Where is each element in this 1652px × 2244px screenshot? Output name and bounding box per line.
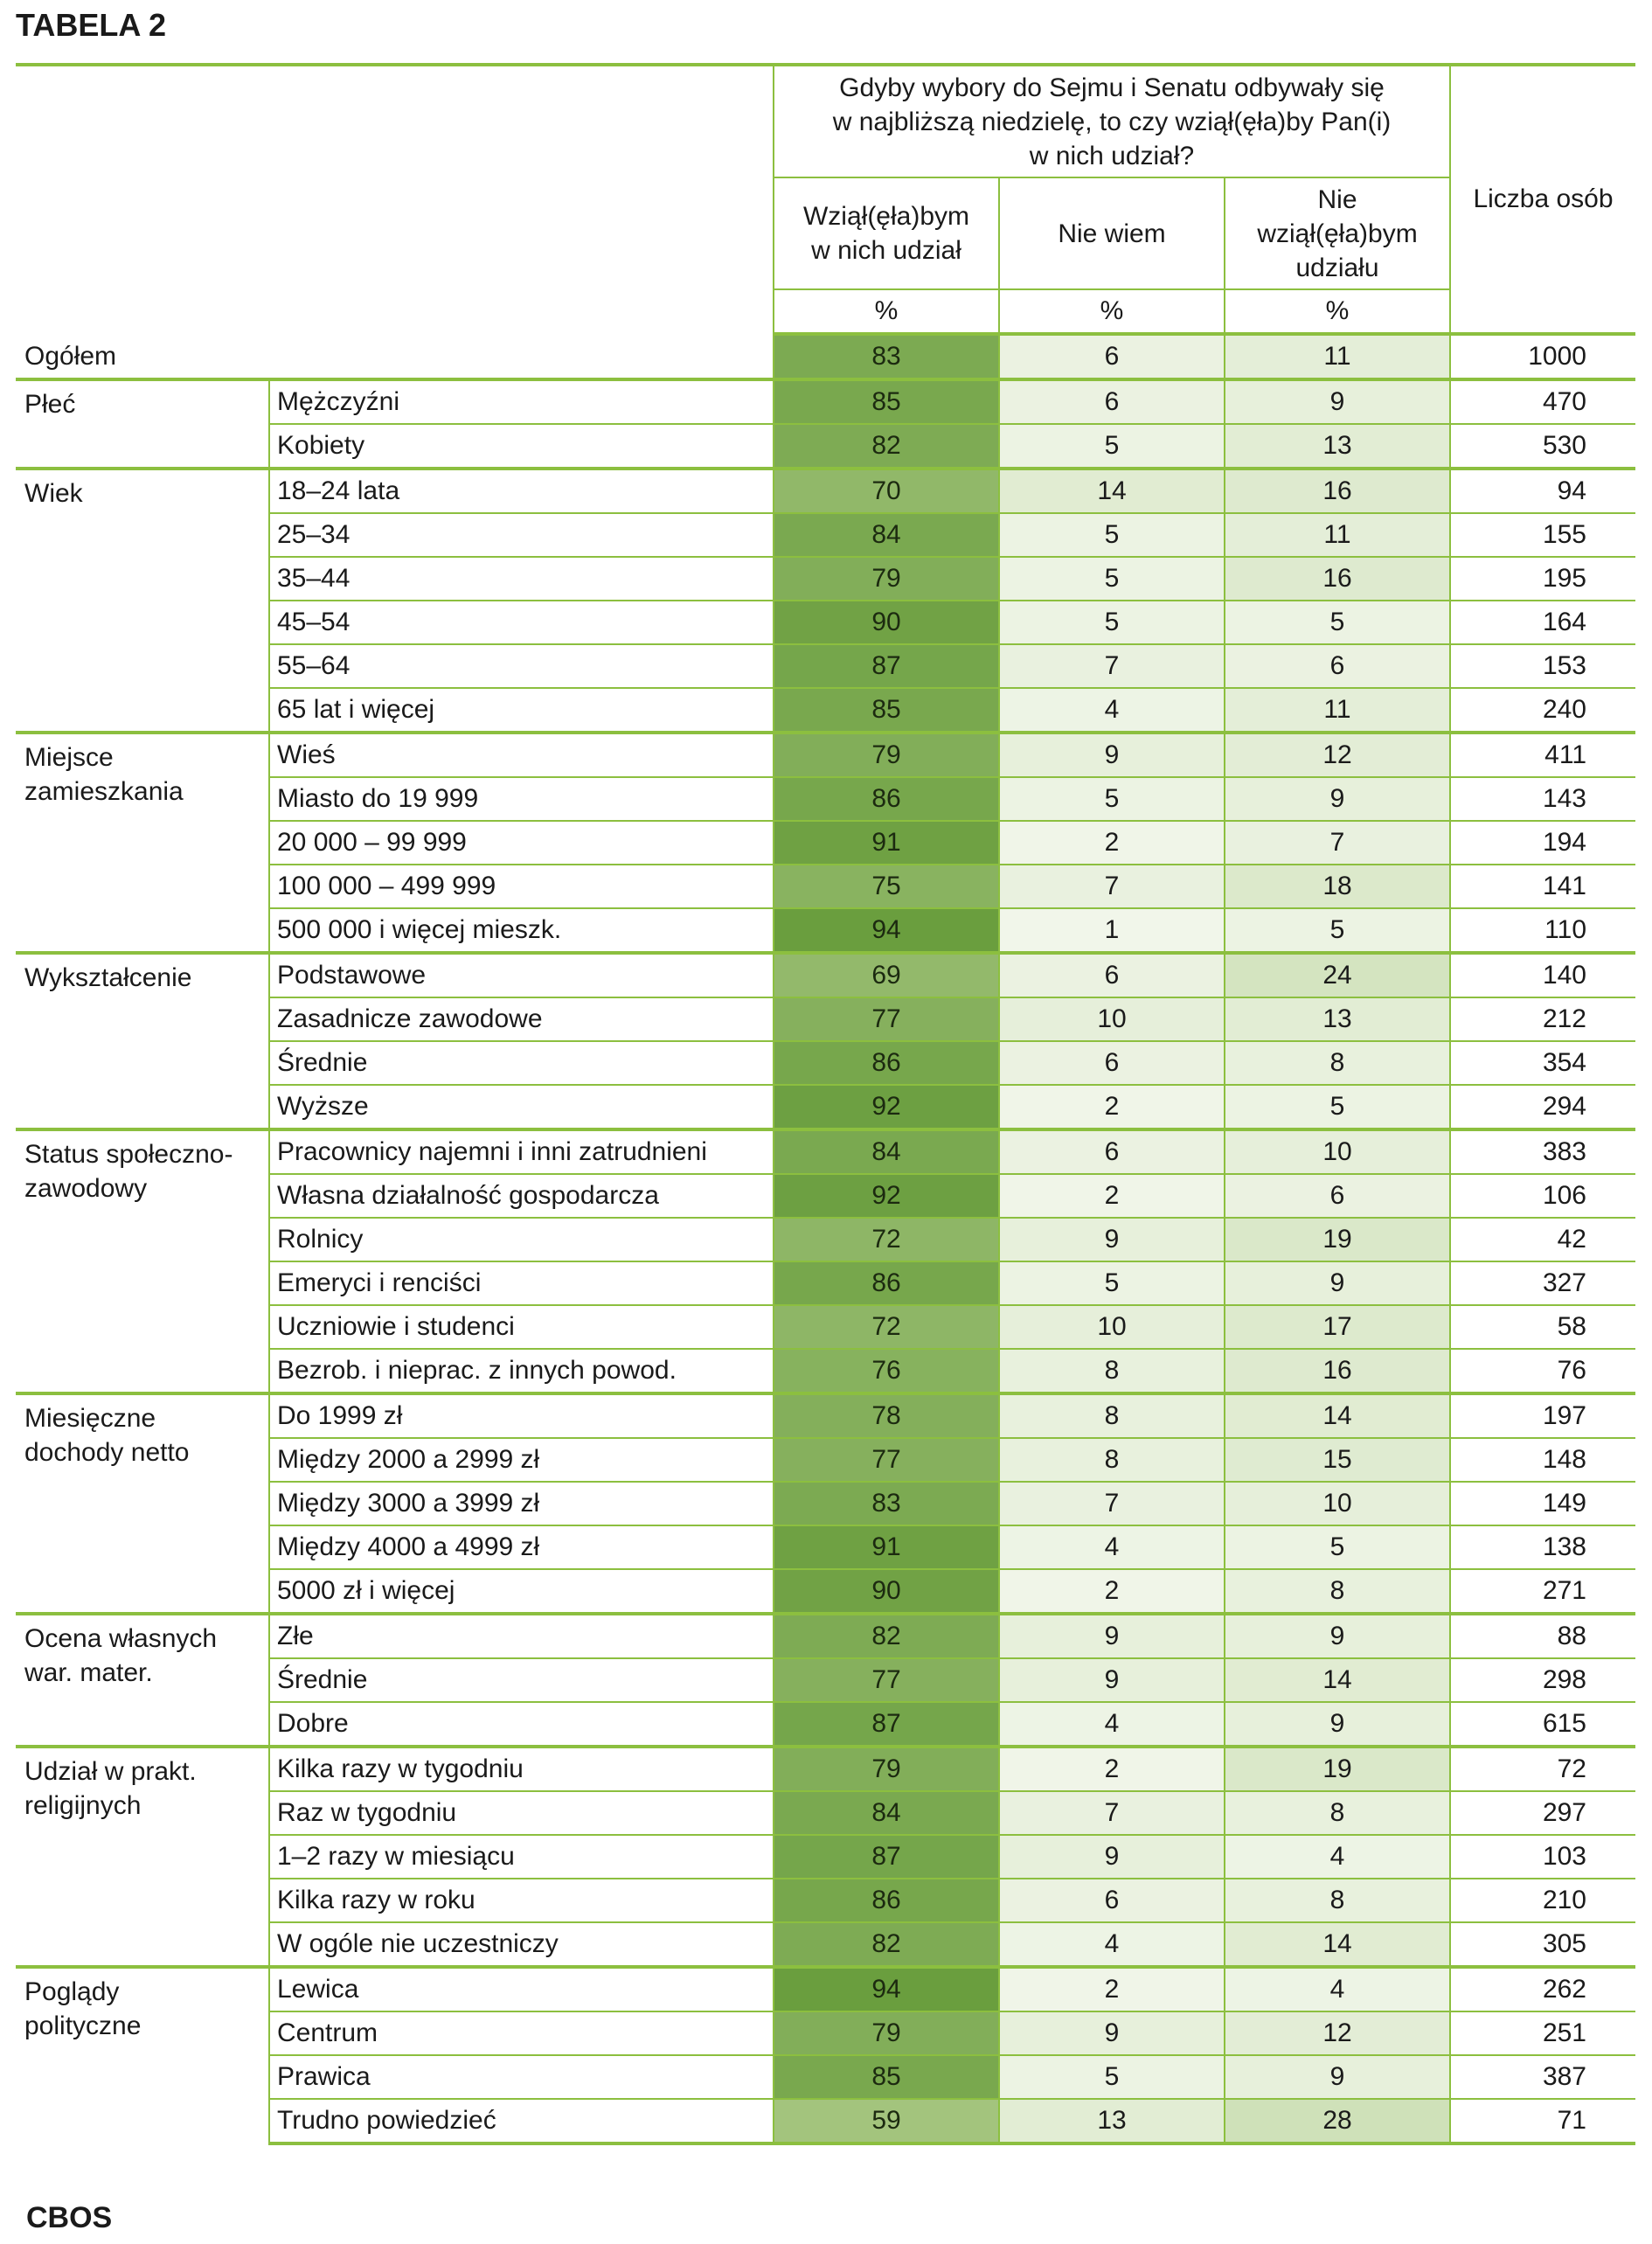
value-count: 298 [1450, 1658, 1635, 1702]
value-would-vote: 83 [774, 1482, 999, 1525]
category-label-line: polityczne [24, 2011, 142, 2040]
value-dont-know: 9 [999, 1835, 1225, 1879]
subgroup-label: 20 000 – 99 999 [269, 821, 774, 865]
subgroup-label: Wieś [269, 733, 774, 777]
unit-label: % [999, 289, 1225, 334]
subgroup-label: 100 000 – 499 999 [269, 865, 774, 908]
category-label-line: dochody netto [24, 1438, 190, 1467]
value-would-vote: 84 [774, 1129, 999, 1174]
category-label-line: Miejsce [24, 743, 114, 772]
table-row [16, 953, 1635, 997]
subgroup-label: 25–34 [269, 513, 774, 557]
value-would-not-vote: 9 [1225, 379, 1450, 424]
column-header-would-not-vote [1225, 177, 1450, 289]
subgroup-label: Kobiety [269, 424, 774, 469]
subgroup-label: 500 000 i więcej mieszk. [269, 908, 774, 953]
value-dont-know: 5 [999, 601, 1225, 644]
value-count: 1000 [1450, 334, 1635, 379]
subgroup-label: Między 4000 a 4999 zł [269, 1525, 774, 1569]
category-label-line: Miesięczne [24, 1404, 156, 1433]
value-would-not-vote: 6 [1225, 1174, 1450, 1218]
value-would-vote: 84 [774, 1791, 999, 1835]
value-count: 294 [1450, 1085, 1635, 1129]
value-would-vote: 92 [774, 1085, 999, 1129]
subgroup-label: 45–54 [269, 601, 774, 644]
value-dont-know: 9 [999, 1614, 1225, 1658]
value-dont-know: 7 [999, 865, 1225, 908]
subgroup-label: Średnie [269, 1041, 774, 1085]
value-count: 110 [1450, 908, 1635, 953]
value-would-vote: 77 [774, 997, 999, 1041]
value-would-vote: 85 [774, 2055, 999, 2099]
value-dont-know: 9 [999, 1658, 1225, 1702]
value-would-not-vote: 10 [1225, 1129, 1450, 1174]
value-would-not-vote: 16 [1225, 557, 1450, 601]
value-would-vote: 91 [774, 821, 999, 865]
value-count: 195 [1450, 557, 1635, 601]
value-count: 72 [1450, 1747, 1635, 1791]
value-dont-know: 5 [999, 1261, 1225, 1305]
value-count: 58 [1450, 1305, 1635, 1349]
value-dont-know: 2 [999, 1174, 1225, 1218]
value-would-not-vote: 10 [1225, 1482, 1450, 1525]
subgroup-label: Między 2000 a 2999 zł [269, 1438, 774, 1482]
value-would-vote: 78 [774, 1393, 999, 1438]
category-label-line: war. mater. [24, 1658, 153, 1687]
category-label [16, 1393, 269, 1614]
value-would-not-vote: 13 [1225, 997, 1450, 1041]
value-would-not-vote: 16 [1225, 469, 1450, 513]
value-would-vote: 90 [774, 1569, 999, 1614]
subgroup-label: 5000 zł i więcej [269, 1569, 774, 1614]
value-dont-know: 5 [999, 777, 1225, 821]
value-count: 103 [1450, 1835, 1635, 1879]
value-would-not-vote: 4 [1225, 1835, 1450, 1879]
table-title: TABELA 2 [16, 7, 167, 43]
value-dont-know: 2 [999, 821, 1225, 865]
category-label-line: Poglądy [24, 1977, 120, 2006]
value-dont-know: 2 [999, 1569, 1225, 1614]
question-line: Gdyby wybory do Sejmu i Senatu odbywały się [839, 73, 1385, 102]
value-dont-know: 2 [999, 1967, 1225, 2011]
value-dont-know: 4 [999, 1922, 1225, 1967]
value-dont-know: 7 [999, 1791, 1225, 1835]
value-would-not-vote: 19 [1225, 1218, 1450, 1261]
subgroup-label: Zasadnicze zawodowe [269, 997, 774, 1041]
category-label: Wykształcenie [16, 953, 269, 1129]
subgroup-label: Średnie [269, 1658, 774, 1702]
subgroup-label: 1–2 razy w miesiącu [269, 1835, 774, 1879]
subgroup-label: Raz w tygodniu [269, 1791, 774, 1835]
value-count: 387 [1450, 2055, 1635, 2099]
value-count: 297 [1450, 1791, 1635, 1835]
value-would-vote: 72 [774, 1305, 999, 1349]
value-dont-know: 9 [999, 2011, 1225, 2055]
value-would-vote: 94 [774, 1967, 999, 2011]
category-label [16, 733, 269, 953]
value-would-not-vote: 17 [1225, 1305, 1450, 1349]
value-would-vote: 86 [774, 777, 999, 821]
value-would-not-vote: 9 [1225, 1702, 1450, 1747]
category-label-line: zamieszkania [24, 777, 184, 806]
value-dont-know: 2 [999, 1085, 1225, 1129]
value-would-vote: 86 [774, 1261, 999, 1305]
value-would-vote: 77 [774, 1658, 999, 1702]
value-would-vote: 79 [774, 733, 999, 777]
subgroup-label: Miasto do 19 999 [269, 777, 774, 821]
subgroup-label: Prawica [269, 2055, 774, 2099]
subgroup-label: Do 1999 zł [269, 1393, 774, 1438]
value-count: 327 [1450, 1261, 1635, 1305]
subgroup-label: Mężczyźni [269, 379, 774, 424]
value-dont-know: 5 [999, 557, 1225, 601]
value-would-vote: 82 [774, 1614, 999, 1658]
subgroup-label: Kilka razy w roku [269, 1879, 774, 1922]
question-line: w najbliższą niedzielę, to czy wziął(ęła)by Pan(i) [832, 107, 1392, 136]
subgroup-label: Wyższe [269, 1085, 774, 1129]
value-would-not-vote: 11 [1225, 513, 1450, 557]
value-would-vote: 77 [774, 1438, 999, 1482]
value-count: 212 [1450, 997, 1635, 1041]
value-would-vote: 59 [774, 2099, 999, 2143]
subgroup-label: Pracownicy najemni i inni zatrudnieni [269, 1129, 774, 1174]
value-would-not-vote: 14 [1225, 1393, 1450, 1438]
column-header-line: w nich udział [811, 236, 961, 265]
subgroup-label: 18–24 lata [269, 469, 774, 513]
subgroup-label: Trudno powiedzieć [269, 2099, 774, 2143]
value-count: 530 [1450, 424, 1635, 469]
subgroup-label: Złe [269, 1614, 774, 1658]
value-would-not-vote: 13 [1225, 424, 1450, 469]
subgroup-label: 55–64 [269, 644, 774, 688]
unit-label: % [1225, 289, 1450, 334]
value-dont-know: 4 [999, 1525, 1225, 1569]
value-count: 140 [1450, 953, 1635, 997]
value-would-vote: 94 [774, 908, 999, 953]
value-dont-know: 7 [999, 644, 1225, 688]
value-would-not-vote: 18 [1225, 865, 1450, 908]
value-count: 143 [1450, 777, 1635, 821]
subgroup-label: Bezrob. i nieprac. z innych powod. [269, 1349, 774, 1393]
value-dont-know: 6 [999, 334, 1225, 379]
value-would-vote: 75 [774, 865, 999, 908]
value-count: 383 [1450, 1129, 1635, 1174]
category-label-line: Status społeczno- [24, 1140, 233, 1169]
value-would-not-vote: 6 [1225, 644, 1450, 688]
value-dont-know: 9 [999, 733, 1225, 777]
value-would-not-vote: 14 [1225, 1922, 1450, 1967]
value-dont-know: 1 [999, 908, 1225, 953]
value-count: 76 [1450, 1349, 1635, 1393]
column-header-line: wziął(ęła)bym [1257, 219, 1418, 248]
category-label-line: religijnych [24, 1791, 142, 1820]
value-would-vote: 69 [774, 953, 999, 997]
value-would-vote: 87 [774, 1702, 999, 1747]
value-would-vote: 84 [774, 513, 999, 557]
table-row [16, 733, 1635, 777]
header-blank [16, 65, 774, 334]
category-label [16, 1967, 269, 2143]
value-would-vote: 87 [774, 1835, 999, 1879]
category-label-line: Udział w prakt. [24, 1757, 197, 1786]
table-row [16, 334, 1635, 379]
value-count: 271 [1450, 1569, 1635, 1614]
value-would-vote: 87 [774, 644, 999, 688]
value-dont-know: 2 [999, 1747, 1225, 1791]
unit-label: % [774, 289, 999, 334]
value-would-not-vote: 9 [1225, 1614, 1450, 1658]
value-would-vote: 83 [774, 334, 999, 379]
value-would-vote: 70 [774, 469, 999, 513]
value-dont-know: 5 [999, 2055, 1225, 2099]
value-would-not-vote: 7 [1225, 821, 1450, 865]
value-would-not-vote: 24 [1225, 953, 1450, 997]
value-count: 155 [1450, 513, 1635, 557]
value-count: 148 [1450, 1438, 1635, 1482]
subgroup-label: Podstawowe [269, 953, 774, 997]
subgroup-label: 65 lat i więcej [269, 688, 774, 733]
subgroup-label: Centrum [269, 2011, 774, 2055]
value-would-not-vote: 28 [1225, 2099, 1450, 2143]
value-count: 210 [1450, 1879, 1635, 1922]
value-would-vote: 86 [774, 1041, 999, 1085]
source-label: CBOS [26, 2201, 113, 2234]
column-header-dont-know [999, 177, 1225, 289]
value-count: 138 [1450, 1525, 1635, 1569]
column-header-line: udziału [1295, 253, 1379, 282]
subgroup-label: Rolnicy [269, 1218, 774, 1261]
value-would-not-vote: 5 [1225, 1525, 1450, 1569]
table-row [16, 1614, 1635, 1658]
value-would-not-vote: 12 [1225, 2011, 1450, 2055]
value-dont-know: 4 [999, 688, 1225, 733]
value-dont-know: 5 [999, 513, 1225, 557]
value-dont-know: 8 [999, 1349, 1225, 1393]
category-label: Wiek [16, 469, 269, 733]
category-label-line: zawodowy [24, 1174, 148, 1203]
value-dont-know: 6 [999, 953, 1225, 997]
value-count: 251 [1450, 2011, 1635, 2055]
value-would-vote: 79 [774, 557, 999, 601]
table-row [16, 1747, 1635, 1791]
column-header-line: Nie [1317, 184, 1357, 214]
subgroup-label: Dobre [269, 1702, 774, 1747]
subgroup-label: Lewica [269, 1967, 774, 2011]
value-count: 305 [1450, 1922, 1635, 1967]
subgroup-label: Własna działalność gospodarcza [269, 1174, 774, 1218]
column-header-line: Wziął(ęła)bym [802, 202, 970, 231]
category-label: Ogółem [16, 334, 774, 379]
category-label [16, 1747, 269, 1967]
value-dont-know: 6 [999, 1041, 1225, 1085]
category-label-line: Ocena własnych [24, 1624, 218, 1653]
value-would-not-vote: 15 [1225, 1438, 1450, 1482]
value-would-vote: 92 [774, 1174, 999, 1218]
value-would-vote: 79 [774, 2011, 999, 2055]
value-dont-know: 14 [999, 469, 1225, 513]
value-would-not-vote: 19 [1225, 1747, 1450, 1791]
table-row [16, 1129, 1635, 1174]
value-would-not-vote: 8 [1225, 1791, 1450, 1835]
value-would-not-vote: 14 [1225, 1658, 1450, 1702]
category-label [16, 1614, 269, 1747]
question-header [774, 65, 1450, 177]
value-would-vote: 82 [774, 424, 999, 469]
column-header-line: Nie wiem [1058, 219, 1166, 248]
survey-table [16, 63, 1635, 2145]
table-row [16, 469, 1635, 513]
category-label [16, 1129, 269, 1393]
value-count: 615 [1450, 1702, 1635, 1747]
value-dont-know: 8 [999, 1438, 1225, 1482]
value-dont-know: 4 [999, 1702, 1225, 1747]
question-line: w nich udział? [1029, 141, 1195, 170]
subgroup-label: 35–44 [269, 557, 774, 601]
value-count: 354 [1450, 1041, 1635, 1085]
value-would-not-vote: 11 [1225, 688, 1450, 733]
value-would-not-vote: 11 [1225, 334, 1450, 379]
value-dont-know: 6 [999, 379, 1225, 424]
value-count: 149 [1450, 1482, 1635, 1525]
value-would-not-vote: 4 [1225, 1967, 1450, 2011]
count-header: Liczba osób [1473, 184, 1614, 213]
value-dont-know: 13 [999, 2099, 1225, 2143]
value-count: 141 [1450, 865, 1635, 908]
value-dont-know: 10 [999, 1305, 1225, 1349]
value-count: 42 [1450, 1218, 1635, 1261]
value-dont-know: 8 [999, 1393, 1225, 1438]
value-would-vote: 82 [774, 1922, 999, 1967]
subgroup-label: Kilka razy w tygodniu [269, 1747, 774, 1791]
value-would-not-vote: 5 [1225, 1085, 1450, 1129]
table-body [16, 334, 1635, 2143]
value-would-not-vote: 8 [1225, 1569, 1450, 1614]
value-count: 411 [1450, 733, 1635, 777]
table-row [16, 1393, 1635, 1438]
value-would-not-vote: 5 [1225, 908, 1450, 953]
value-dont-know: 6 [999, 1129, 1225, 1174]
value-would-not-vote: 12 [1225, 733, 1450, 777]
value-would-not-vote: 9 [1225, 2055, 1450, 2099]
value-count: 197 [1450, 1393, 1635, 1438]
table-row [16, 379, 1635, 424]
value-would-vote: 79 [774, 1747, 999, 1791]
value-count: 71 [1450, 2099, 1635, 2143]
subgroup-label: Między 3000 a 3999 zł [269, 1482, 774, 1525]
subgroup-label: W ogóle nie uczestniczy [269, 1922, 774, 1967]
subgroup-label: Emeryci i renciści [269, 1261, 774, 1305]
subgroup-label: Uczniowie i studenci [269, 1305, 774, 1349]
value-count: 88 [1450, 1614, 1635, 1658]
category-label: Płeć [16, 379, 269, 469]
value-would-vote: 86 [774, 1879, 999, 1922]
value-dont-know: 6 [999, 1879, 1225, 1922]
value-count: 262 [1450, 1967, 1635, 2011]
value-dont-know: 7 [999, 1482, 1225, 1525]
value-count: 94 [1450, 469, 1635, 513]
value-would-vote: 90 [774, 601, 999, 644]
value-would-vote: 85 [774, 688, 999, 733]
value-dont-know: 9 [999, 1218, 1225, 1261]
value-would-vote: 72 [774, 1218, 999, 1261]
value-would-not-vote: 16 [1225, 1349, 1450, 1393]
value-would-not-vote: 8 [1225, 1041, 1450, 1085]
value-would-not-vote: 8 [1225, 1879, 1450, 1922]
value-would-not-vote: 9 [1225, 777, 1450, 821]
value-dont-know: 5 [999, 424, 1225, 469]
value-would-vote: 85 [774, 379, 999, 424]
column-header-would-vote [774, 177, 999, 289]
value-count: 106 [1450, 1174, 1635, 1218]
value-dont-know: 10 [999, 997, 1225, 1041]
value-count: 240 [1450, 688, 1635, 733]
value-count: 164 [1450, 601, 1635, 644]
value-would-vote: 76 [774, 1349, 999, 1393]
value-would-vote: 91 [774, 1525, 999, 1569]
value-count: 153 [1450, 644, 1635, 688]
value-count: 194 [1450, 821, 1635, 865]
value-would-not-vote: 5 [1225, 601, 1450, 644]
value-would-not-vote: 9 [1225, 1261, 1450, 1305]
value-count: 470 [1450, 379, 1635, 424]
table-row [16, 1967, 1635, 2011]
